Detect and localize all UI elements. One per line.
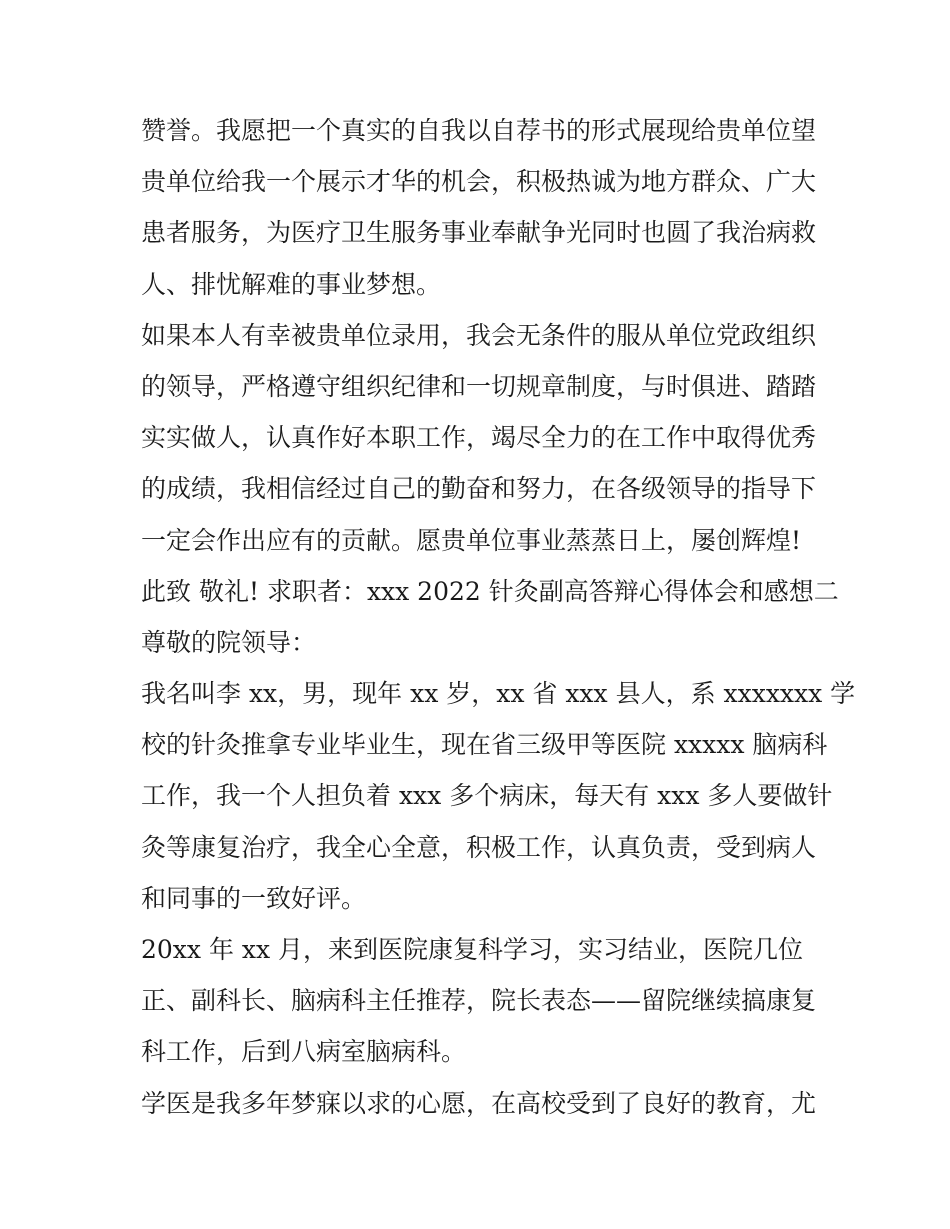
text-line: 工作，我一个人担负着 xxx 多个病床，每天有 xxx 多人要做针	[141, 781, 833, 811]
text-line: 患者服务，为医疗卫生服务事业奉献争光同时也圆了我治病救	[141, 218, 817, 248]
document-body	[141, 105, 856, 1129]
text-line: 的成绩，我相信经过自己的勤奋和努力，在各级领导的指导下	[141, 474, 817, 504]
text-line: 学医是我多年梦寐以求的心愿，在高校受到了良好的教育，尤	[141, 1088, 817, 1118]
text-line: 的领导，严格遵守组织纪律和一切规章制度，与时俱进、踏踏	[141, 371, 817, 401]
text-line: 灸等康复治疗，我全心全意，积极工作，认真负责，受到病人	[141, 832, 817, 862]
text-line: 尊敬的院领导：	[141, 627, 317, 657]
text-line: 校的针灸推拿专业毕业生，现在省三级甲等医院 xxxxx 脑病科	[141, 730, 828, 760]
text-line: 一定会作出应有的贡献。愿贵单位事业蒸蒸日上，屡创辉煌!	[141, 525, 802, 555]
text-line: 实实做人，认真作好本职工作，竭尽全力的在工作中取得优秀	[141, 423, 817, 453]
text-line: 我名叫李 xx，男，现年 xx 岁，xx 省 xxx 县人，系 xxxxxxx 学	[141, 679, 856, 709]
text-line: 科工作，后到八病室脑病科。	[141, 1037, 467, 1067]
text-line: 如果本人有幸被贵单位录用，我会无条件的服从单位党政组织	[141, 320, 817, 350]
text-line: 此致 敬礼! 求职者：xxx 2022 针灸副高答辩心得体会和感想二	[141, 576, 839, 606]
text-line: 20xx 年 xx 月，来到医院康复科学习，实习结业，医院几位	[141, 935, 804, 964]
text-line: 人、排忧解难的事业梦想。	[141, 269, 442, 299]
text-line: 正、副科长、脑病科主任推荐，院长表态——留院继续搞康复	[141, 986, 817, 1016]
text-line: 赞誉。我愿把一个真实的自我以自荐书的形式展现给贵单位望	[141, 116, 817, 145]
text-line: 贵单位给我一个展示才华的机会，积极热诚为地方群众、广大	[141, 167, 817, 197]
text-line: 和同事的一致好评。	[141, 883, 367, 913]
